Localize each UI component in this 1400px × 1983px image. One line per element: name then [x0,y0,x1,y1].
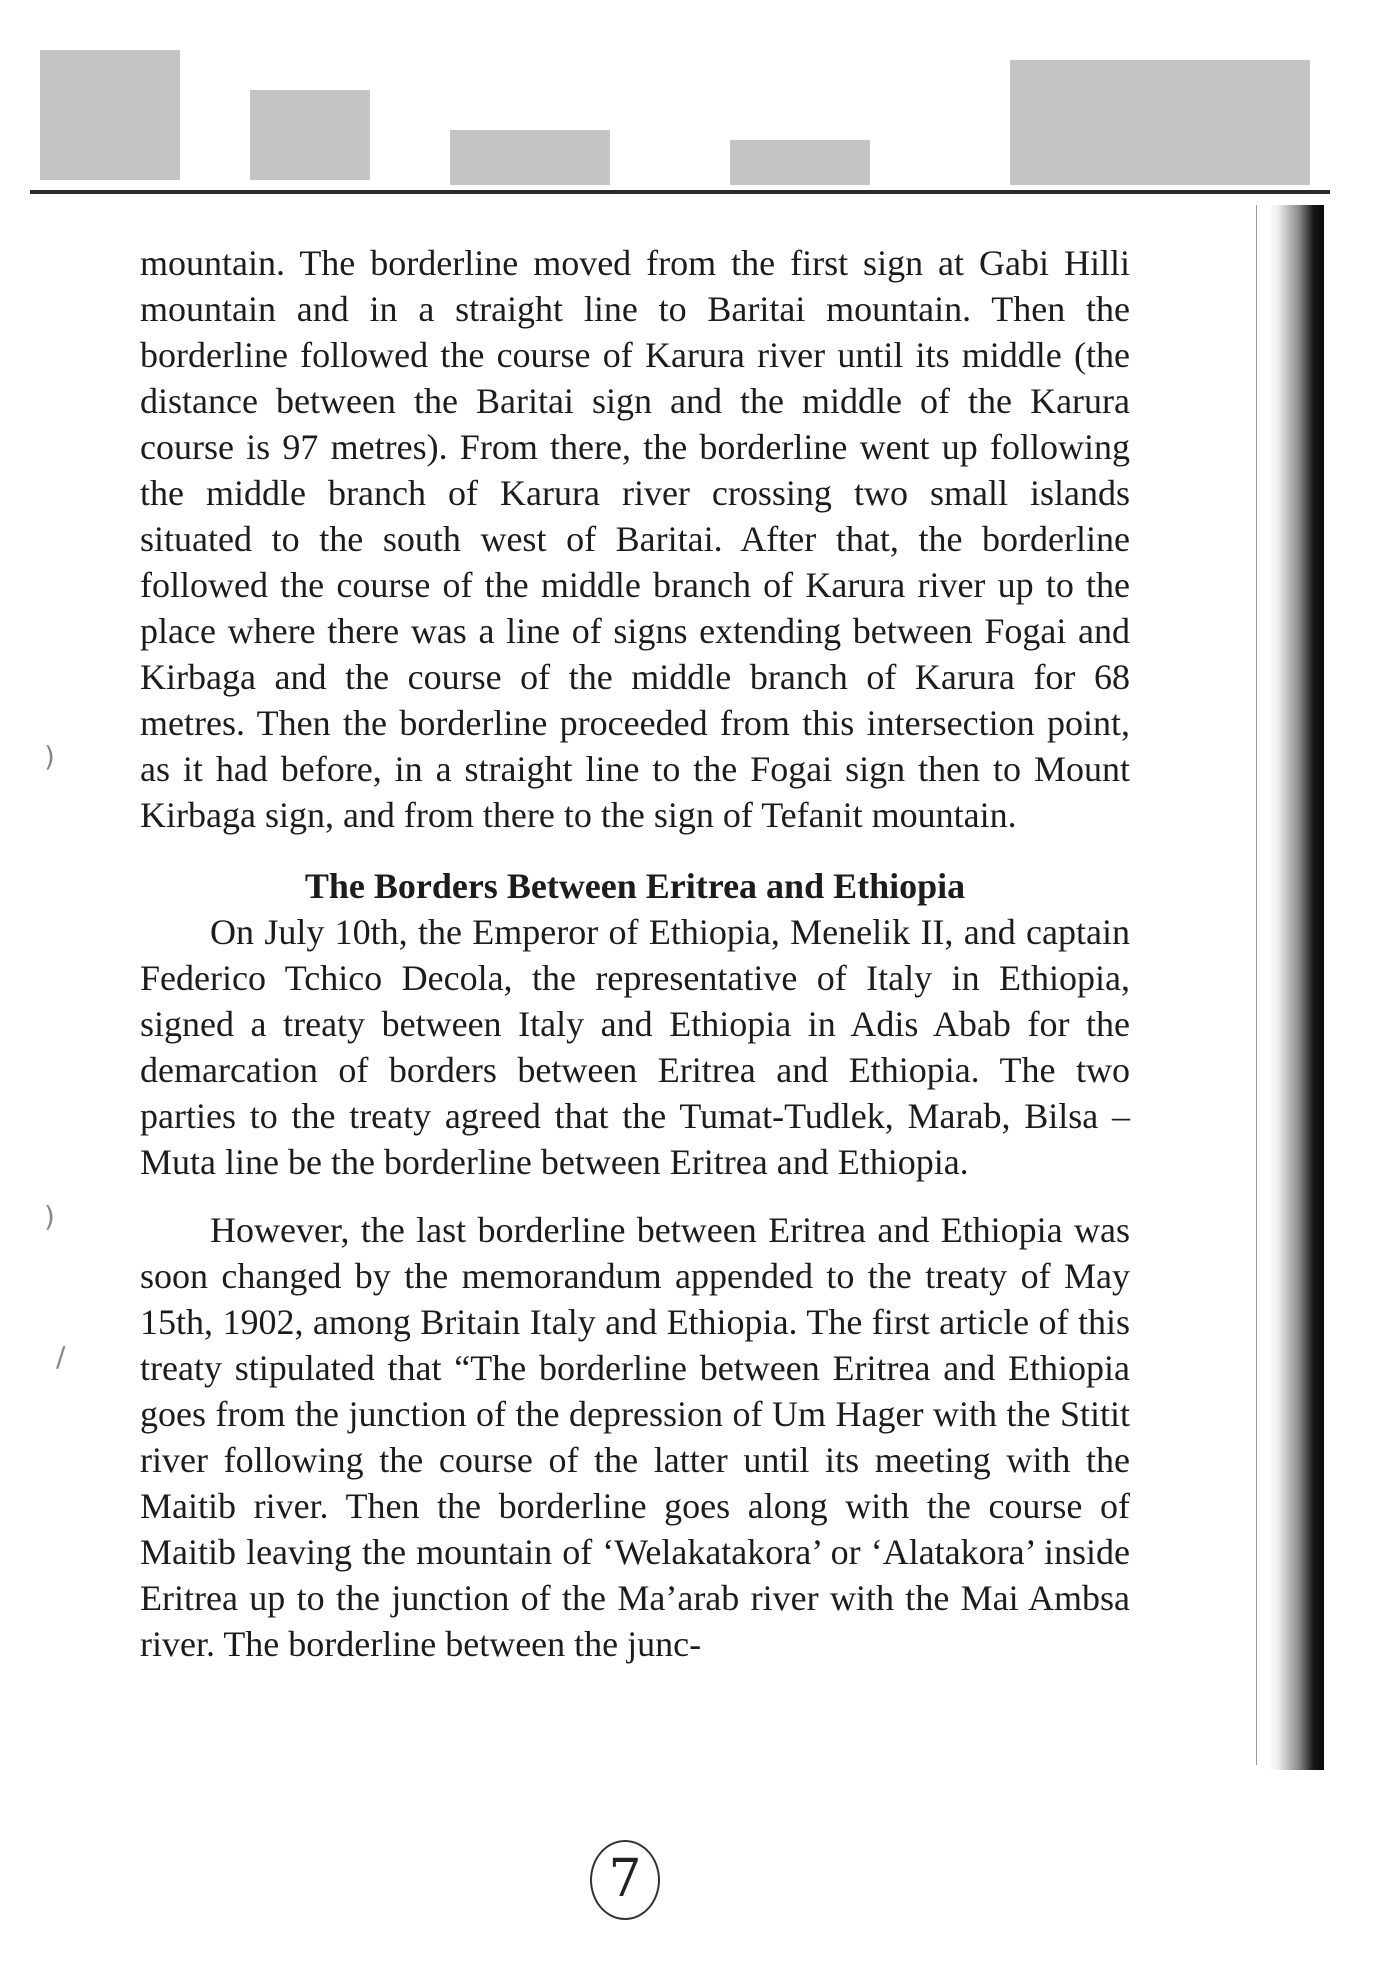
paragraph-continuation: mountain. The borderline moved from the first sign at Gabi Hilli mountain and in a straight line to Baritai mountain. Then the borderline followed the course of Karura river until its middle (the distance between the Baritai sign and the middle of the Karura course is 97 metres). From there, the borderline went up following the middle branch of Karura river crossing two small islands situated to the south west of Baritai. After that, the borderline followed the course of the middle branch of Karura river up to the place where there was a line of signs extending between Fogai and Kirbaga and the course of the middle branch of Karura for 68 metres. Then the borderline proceeded from this intersection point, as it had before, in a straight line to the Fogai sign then to Mount Kirbaga sign, and from there to the sign of Tefanit mountain. [140,243,1130,835]
scan-speck: ) [44,1200,55,1233]
scan-speck: ) [44,740,55,773]
section-heading: The Borders Between Eritrea and Ethiopia [304,866,966,906]
scan-binding-shadow [1268,205,1324,1770]
paragraph-treaty-1902: However, the last borderline between Eritrea and Ethiopia was soon changed by the memorandum appended to the treaty of May 15th, 1902, among Britain Italy and Ethiopia. The first article of this treaty stipulated that “The borderline between Eritrea and Ethiopia goes from the junction of the depression of Um Hager with the Stitit river following the course of the latter until its meeting with the Maitib river. Then the borderline goes along with the course of Maitib leaving the mountain of ‘Welakatakora’ or ‘Alatakora’ inside Eritrea up to the junction of the Ma’arab river with the Mai Ambsa river. The borderline between the junc- [140,1210,1130,1664]
scan-speck: / [56,1340,66,1373]
page-body [140,240,1130,1667]
scan-margin-rule [1256,205,1257,1765]
page-number: 7 [590,1840,660,1920]
paragraph-treaty-1897: On July 10th, the Emperor of Ethiopia, Menelik II, and captain Federico Tchico Decola, the representative of Italy in Ethiopia, signed a treaty between Italy and Ethiopia in Adis Abab for the demarcation of borders between Eritrea and Ethiopia. The two parties to the treaty agreed that the Tumat-Tudlek, Marab, Bilsa – Muta line be the borderline between Eritrea and Ethiopia. [140,912,1130,1182]
scan-artifact-header [30,30,1330,195]
